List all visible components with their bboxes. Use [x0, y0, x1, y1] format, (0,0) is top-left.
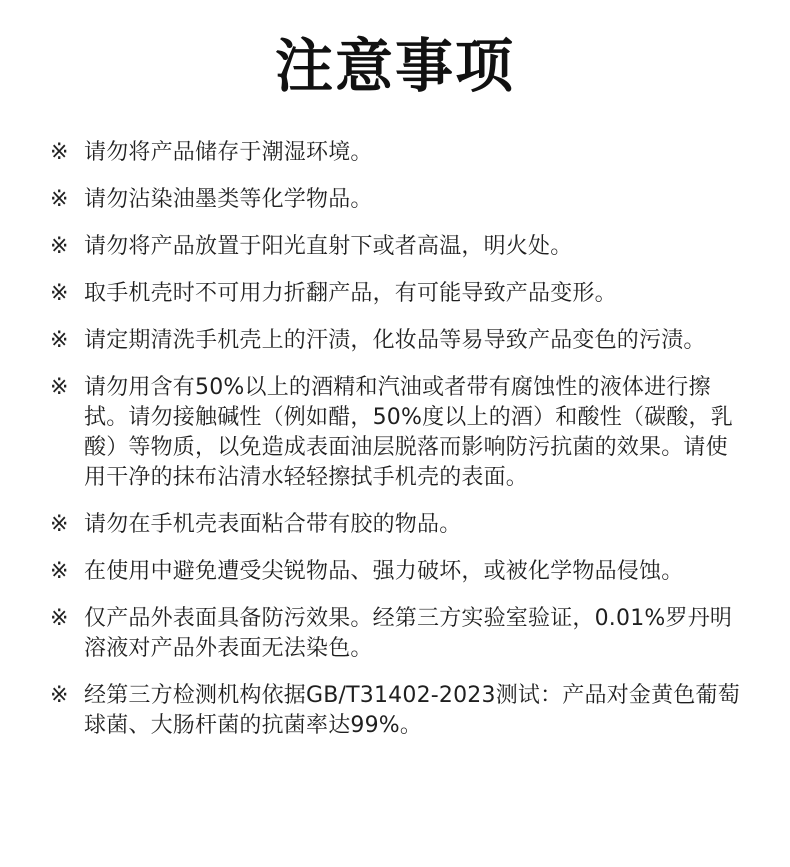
- note-item: [50, 681, 740, 741]
- note-item: [50, 138, 740, 168]
- note-item: [50, 185, 740, 215]
- reference-mark-icon: ※: [50, 234, 69, 259]
- note-item: [50, 557, 740, 587]
- note-item: [50, 373, 740, 493]
- note-text: 取手机壳时不可用力折翻产品，有可能导致产品变形。: [84, 281, 617, 306]
- reference-mark-icon: ※: [50, 187, 69, 212]
- note-item: [50, 279, 740, 309]
- note-text: 请勿在手机壳表面粘合带有胶的物品。: [84, 512, 462, 537]
- note-text: 请勿用含有50%以上的酒精和汽油或者带有腐蚀性的液体进行擦拭。请勿接触碱性（例如醋，50%度以上的酒）和酸性（碳酸，乳酸）等物质，以免造成表面油层脱落而影响防污抗菌的效果。请使用干净的抹布沾清水轻轻擦拭手机壳的表面。: [84, 375, 733, 490]
- note-text: 请勿沾染油墨类等化学物品。: [84, 187, 373, 212]
- notes-list: [50, 138, 740, 758]
- reference-mark-icon: ※: [50, 683, 69, 708]
- page-title: 注意事项: [274, 32, 515, 100]
- note-text: 仅产品外表面具备防污效果。经第三方实验室验证，0.01%罗丹明溶液对产品外表面无法染色。: [84, 606, 733, 661]
- reference-mark-icon: ※: [50, 559, 69, 584]
- note-item: [50, 326, 740, 356]
- note-text: 请定期清洗手机壳上的汗渍，化妆品等易导致产品变色的污渍。: [84, 328, 706, 353]
- note-item: [50, 232, 740, 262]
- reference-mark-icon: ※: [50, 140, 69, 165]
- note-text: 请勿将产品储存于潮湿环境。: [84, 140, 373, 165]
- reference-mark-icon: ※: [50, 375, 69, 400]
- reference-mark-icon: ※: [50, 328, 69, 353]
- note-item: [50, 510, 740, 540]
- reference-mark-icon: ※: [50, 281, 69, 306]
- note-text: 在使用中避免遭受尖锐物品、强力破坏，或被化学物品侵蚀。: [84, 559, 684, 584]
- note-text: 经第三方检测机构依据GB/T31402-2023测试：产品对金黄色葡萄球菌、大肠杆菌的抗菌率达99%。: [84, 683, 740, 738]
- reference-mark-icon: ※: [50, 512, 69, 537]
- reference-mark-icon: ※: [50, 606, 69, 631]
- note-text: 请勿将产品放置于阳光直射下或者高温，明火处。: [84, 234, 573, 259]
- note-item: [50, 604, 740, 664]
